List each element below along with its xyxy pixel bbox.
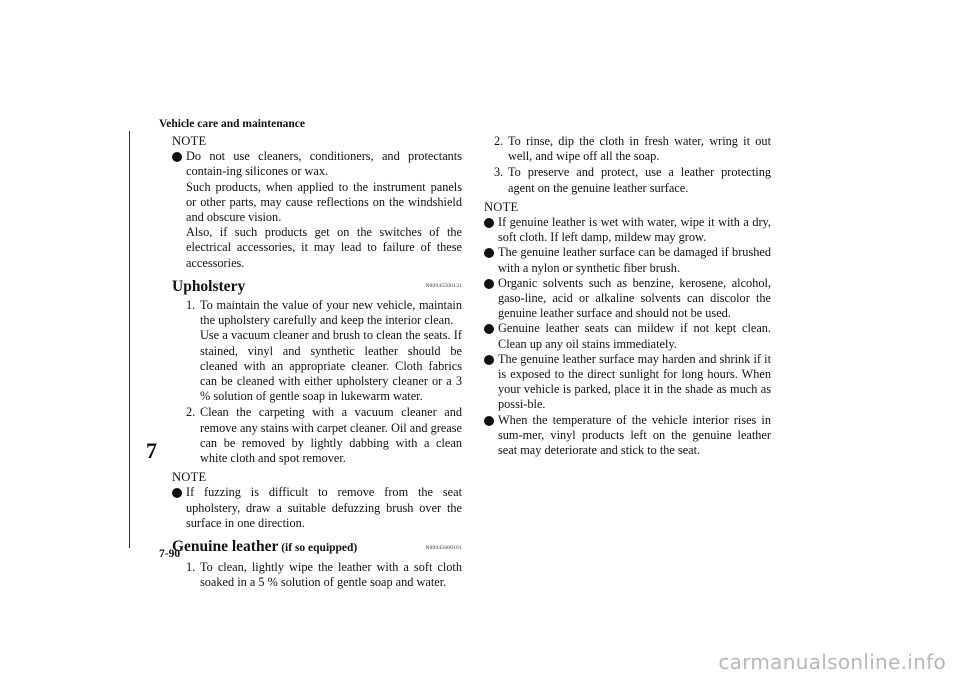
step-item [494,134,771,164]
step-text: To preserve and protect, use a leather protecting agent on the genuine leather surface. [508,165,771,195]
step-list [172,298,462,466]
step-text: To rinse, dip the cloth in fresh water, wring it out well, and wipe off all the soap. [508,134,771,164]
section-code: N00945600161 [425,545,462,552]
step-item [186,560,462,590]
bullet-text: Organic solvents such as benzine, kerosene, alcohol, gaso-line, acid or alkaline solvents can discolor the genuine leather surface and should not be used. [498,275,771,321]
bullet-text: Genuine leather seats can mildew if not kept clean. Clean up any oil stains immediately. [498,321,771,351]
note-bullet [484,215,771,245]
step-item [494,165,771,195]
watermark-logo: carmanualsonline.info [718,650,946,674]
step-text: To maintain the value of your new vehicle, maintain the upholstery carefully and keep the interior clean. [200,298,462,328]
step-text: Use a vacuum cleaner and brush to clean the seats. If stained, vinyl and synthetic leather should be cleaned with an appropriate cleaner. Cloth fabrics can be cleaned with either upholstery cleaner or a 3 % solution of gentle soap in lukewarm water. [200,328,462,404]
right-column [484,134,771,462]
note-bullet [172,149,462,271]
note-label: NOTE [172,134,207,148]
bullet-dot-icon [172,488,182,498]
note-label: NOTE [484,199,519,214]
step-number: 1. [186,298,196,313]
bullet-text: Also, if such products get on the switches of the electrical accessories, it may lead to failure of these accessories. [186,225,462,270]
bullet-dot-icon [484,416,494,426]
step-number: 2. [494,134,504,148]
chapter-tab-number: 7 [146,438,157,463]
step-number: 3. [494,165,504,180]
step-text: To clean, lightly wipe the leather with a soft cloth soaked in a 5 % solution of gentle soap and water. [200,560,462,590]
step-number: 1. [186,560,196,575]
bullet-dot-icon [484,324,494,334]
note-list [172,149,462,271]
left-column [172,134,462,595]
step-text: Clean the carpeting with a vacuum cleaner and remove any stains with carpet cleaner. Oil and grease can be removed by lightly dabbing with a clean white cloth and spot remover. [200,405,462,466]
step-number: 2. [186,405,196,420]
page-number: 7-90 [159,548,181,560]
bullet-dot-icon [172,152,182,162]
note-bullet [484,276,771,322]
section-heading-genuine-leather [172,539,462,556]
step-item [186,405,462,466]
bullet-text: Do not use cleaners, conditioners, and protectants contain-ing silicones or wax. [186,149,462,179]
note-bullet [172,485,462,531]
section-title-main: Genuine leather [172,538,279,556]
bullet-dot-icon [484,218,494,228]
note-bullet [484,352,771,413]
bullet-text: The genuine leather surface can be damaged if brushed with a nylon or synthetic fiber brush. [498,245,771,275]
section-code: N00945500131 [425,282,462,289]
bullet-dot-icon [484,355,494,365]
bullet-text: When the temperature of the vehicle interior rises in sum-mer, vinyl products left on the genuine leather seat may deteriorate and stick to the seat. [498,412,771,458]
section-heading-upholstery [172,279,462,294]
section-title: Upholstery [172,277,246,295]
running-header: Vehicle care and maintenance [159,118,305,130]
note-label: NOTE [172,470,207,485]
bullet-dot-icon [484,248,494,258]
bullet-text: The genuine leather surface may harden and shrink if it is exposed to the direct sunlight for long hours. When your vehicle is parked, place it in the shade as much as possi-ble. [498,351,771,412]
bullet-text: Such products, when applied to the instrument panels or other parts, may cause reflections on the windshield and obscure vision. [186,179,462,225]
note-bullet [484,245,771,275]
section-divider [129,131,130,548]
step-item [186,298,462,404]
step-list [172,560,462,590]
note-bullet [484,321,771,351]
section-title-qualifier: (if so equipped) [278,542,358,555]
step-list [484,134,771,196]
bullet-dot-icon [484,279,494,289]
bullet-text: If fuzzing is difficult to remove from the seat upholstery, draw a suitable defuzzing brush over the surface in one direction. [186,485,462,530]
bullet-text: If genuine leather is wet with water, wipe it with a dry, soft cloth. If left damp, mildew may grow. [498,215,771,245]
note-list [172,485,462,531]
note-bullet [484,413,771,459]
note-list [484,215,771,458]
section-title [172,539,357,556]
